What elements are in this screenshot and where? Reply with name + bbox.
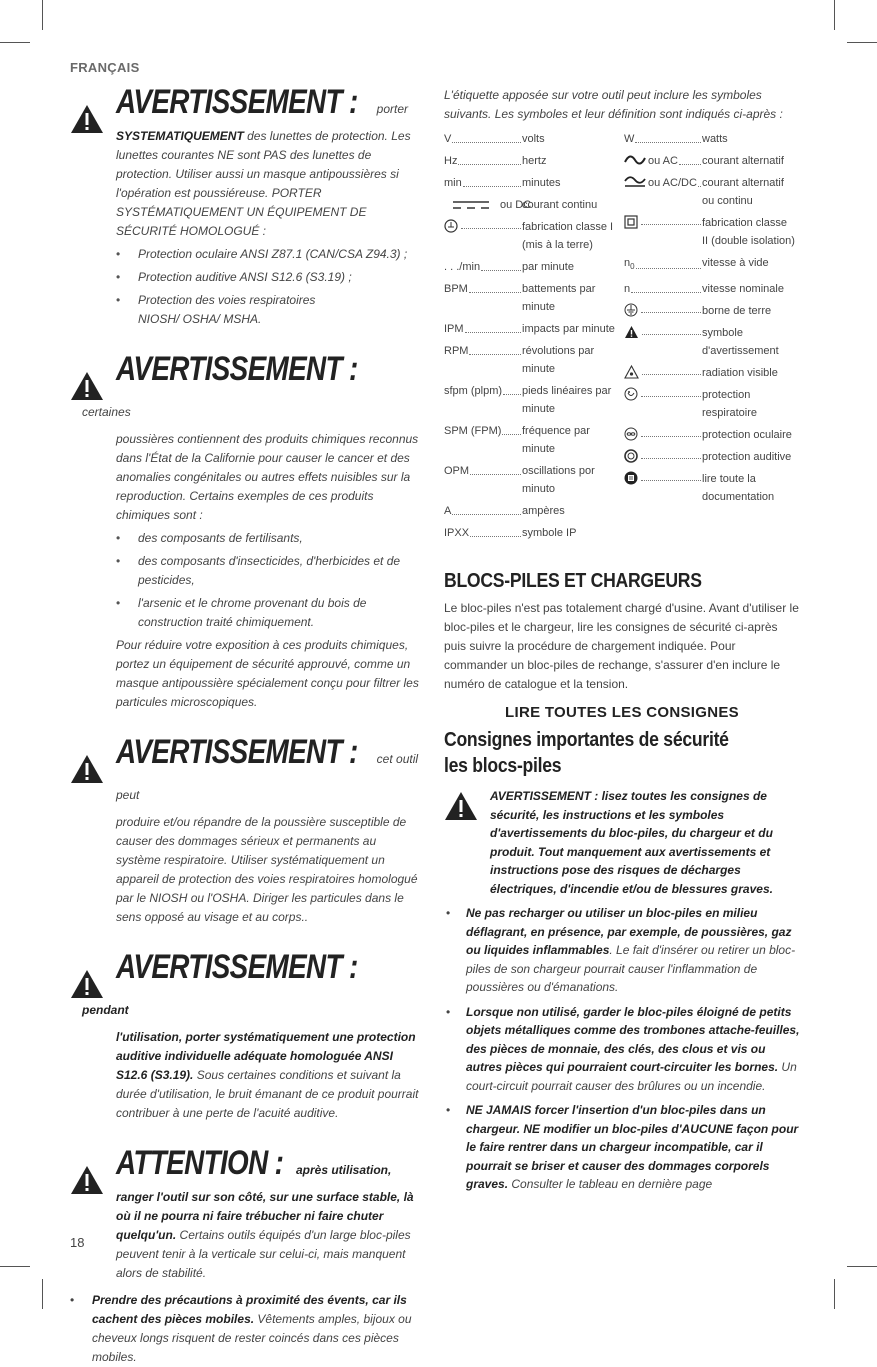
class2-icon xyxy=(624,215,638,229)
warning-icon xyxy=(70,1165,104,1195)
symbol-definition: vitesse à vide xyxy=(702,257,769,269)
caution-storage: ATTENTION : après utilisation, ranger l'outil sur son côté, sur une surface stable, là où il ne pourra ni faire trébucher ni faire chuter quelqu'un. Certains outils équipés d'un large bloc-piles peuvent tenir à la verticale sur celui-ci, mais manquent alors de stabilité. xyxy=(70,1145,422,1283)
symbol-definition: watts xyxy=(702,133,728,145)
symbol-definition: symbole d'avertissement xyxy=(702,327,779,358)
warning-chemicals: AVERTISSEMENT :certaines poussières contiennent des produits chimiques reconnus dans l'État de la Californie pour causer le cancer et des anomalies congénitales ou autres effets nuisibles sur la reproduction. Certains exemples de ces produits chimiques sont : • des composants de fertilisants, • des composants d'insecticides, d'herbicides et de pesticides, • l'arsenic et le chrome provenant du bois de construction traité chimiquement. Pour réduire votre exposition à ces produits chimiques, portez un équipement de sécurité approuvé, comme un masque antipoussière spécialement conçu pour filtrer les particules microscopiques. xyxy=(70,351,422,712)
symbol-key: Hz xyxy=(444,155,458,167)
crop-mark xyxy=(834,0,835,30)
symbol-row xyxy=(444,196,616,214)
symbol-definition: symbole IP xyxy=(522,527,577,539)
symbol-row xyxy=(444,462,616,498)
symbol-definition: pieds linéaires par minute xyxy=(522,385,612,415)
class1-icon xyxy=(444,219,458,233)
symbol-definition: oscillations por minuto xyxy=(522,465,595,495)
respiratory-icon xyxy=(624,387,638,401)
symbol-row xyxy=(624,152,796,170)
symbol-key: OPM xyxy=(444,465,470,477)
ac-icon xyxy=(624,154,646,168)
symbol-definition: courant continu xyxy=(522,199,598,211)
warning-icon xyxy=(624,325,639,339)
symbol-definition: volts xyxy=(522,133,545,145)
symbol-key: min xyxy=(444,177,462,189)
symbols-column-left xyxy=(444,130,616,546)
symbol-row xyxy=(624,426,796,444)
symbol-definition: lire toute la documentation xyxy=(702,473,775,504)
symbol-key: A xyxy=(444,505,452,517)
caution-title: ATTENTION : xyxy=(116,1144,284,1182)
page-number: 18 xyxy=(70,1235,85,1250)
section-text: Le bloc-piles n'est pas totalement chargé d'usine. Avant d'utiliser le bloc-piles et le chargeur, lire les consignes de sécurité ci-après puis suivre la procédure de chargement indiquée. Pour commander un bloc-piles de rechange, s'assurer d'en inclure le numéro de catalogue et la tension. xyxy=(444,601,799,691)
warning-dust: AVERTISSEMENT : cet outil peut produire et/ou répandre de la poussière susceptible de causer des dommages sérieux et permanents au système respiratoire. Utiliser systématiquement un appareil de protection des voies respiratoires homologué par le NIOSH ou l'OSHA. Diriger les particules dans le sens opposé au visage et au corps.. xyxy=(70,734,422,927)
list-item: • Prendre des précautions à proximité des évents, car ils cachent des pièces mobiles. Vêtements amples, bijoux ou cheveux longs risquent de rester coincés dans ces pièces mobiles. xyxy=(70,1291,422,1367)
symbol-row xyxy=(444,320,616,338)
symbol-definition: borne de terre xyxy=(702,305,772,318)
symbol-definition: radiation visible xyxy=(702,367,778,380)
crop-mark xyxy=(42,0,43,30)
earth-icon xyxy=(624,303,638,317)
crop-mark xyxy=(847,1266,877,1267)
symbol-key: W xyxy=(624,133,635,145)
list-item: • Ne pas recharger ou utiliser un bloc-piles en milieu déflagrant, en présence, par exemple, de poussières, gaz ou liquides inflammables. Le fait d'insérer ou retirer un bloc-piles de son chargeur pourrait causer l'inflammation de poussières ou d'émanations. xyxy=(444,904,800,997)
acdc-icon xyxy=(624,176,646,190)
list-item: • Protection auditive ANSI S12.6 (S3.19) ; xyxy=(116,268,422,287)
symbol-definition: hertz xyxy=(522,155,547,167)
symbol-key: ou AC/DC xyxy=(648,177,697,189)
dc-icon xyxy=(444,198,498,212)
symbol-definition: protection respiratoire xyxy=(702,389,758,420)
right-column xyxy=(444,86,800,1200)
symbol-row xyxy=(624,324,796,360)
list-item: • Lorsque non utilisé, garder le bloc-piles éloigné de petits objets métalliques comme des trombones attache-feuilles, des pièces de monnaie, des clés, des clous et vis ou autres pièces qui pourraient court-circuiter les bornes. Un court-circuit pourrait causer des brûlures ou un incendie. xyxy=(444,1003,800,1096)
symbol-row xyxy=(624,470,796,506)
symbol-key: V xyxy=(444,133,452,145)
symbol-row xyxy=(624,174,796,210)
warning-icon xyxy=(444,791,478,821)
symbol-key: RPM xyxy=(444,345,469,357)
warning-hearing: AVERTISSEMENT :pendant l'utilisation, porter systématiquement une protection auditive individuelle adéquate homologuée ANSI S12.6 (S3.19). Sous certaines conditions et suivant la durée d'utilisation, le bruit émanant de ce produit pourrait contribuer à une perte de l'acuité auditive. xyxy=(70,949,422,1123)
warning-icon xyxy=(70,104,104,134)
symbol-row xyxy=(444,174,616,192)
symbol-row xyxy=(624,386,796,422)
symbol-row xyxy=(444,130,616,148)
warning-title: AVERTISSEMENT : xyxy=(116,83,358,121)
symbol-key: IPXX xyxy=(444,527,470,539)
crop-mark xyxy=(847,42,877,43)
symbol-row xyxy=(444,382,616,418)
warning-eye-protection: AVERTISSEMENT : porter SYSTEMATIQUEMENT des lunettes de protection. Les lunettes courantes NE sont PAS des lunettes de protection. Utiliser aussi un masque antipoussières si l'opération est poussiéreuse. PORTER SYSTÉMATIQUEMENT UN ÉQUIPEMENT DE SÉCURITÉ HOMOLOGUÉ : • Protection oculaire ANSI Z87.1 (CAN/CSA Z94.3) ; • Protection auditive ANSI S12.6 (S3.19) ; • Protection des voies respiratoires NIOSH/ OSHA/ MSHA. xyxy=(70,84,422,329)
symbols-intro: L'étiquette apposée sur votre outil peut inclure les symboles suivants. Les symboles et leur définition sont indiqués ci-après : xyxy=(444,88,783,121)
symbol-row xyxy=(624,214,796,250)
list-item: • des composants de fertilisants, xyxy=(116,529,422,548)
subtitle: les blocs-piles xyxy=(444,755,562,777)
symbol-row xyxy=(624,302,796,320)
symbol-row xyxy=(444,218,616,254)
list-item: • Protection oculaire ANSI Z87.1 (CAN/CSA Z94.3) ; xyxy=(116,245,422,264)
symbols-column-right xyxy=(624,130,796,510)
symbol-row xyxy=(624,280,796,298)
symbol-definition: vitesse nominale xyxy=(702,283,784,296)
section-title: BLOCS-PILES ET CHARGEURS xyxy=(444,570,702,592)
symbol-definition: impacts par minute xyxy=(522,323,615,335)
left-column xyxy=(70,84,422,1367)
symbol-row xyxy=(444,422,616,458)
symbol-key: IPM xyxy=(444,323,464,335)
symbol-definition: fréquence par minute xyxy=(522,425,590,455)
symbol-key: ou DC xyxy=(500,199,532,211)
symbol-key: SPM (FPM) xyxy=(444,425,502,437)
symbol-row xyxy=(444,342,616,378)
symbols-table xyxy=(444,130,800,560)
symbol-row xyxy=(444,152,616,170)
symbol-key: BPM xyxy=(444,283,468,295)
symbol-definition: révolutions par minute xyxy=(522,345,595,375)
symbol-row xyxy=(444,258,616,276)
symbol-definition: par minute xyxy=(522,261,574,273)
warning-title: AVERTISSEMENT : xyxy=(116,350,358,388)
symbol-definition: minutes xyxy=(522,177,561,189)
symbol-row xyxy=(624,364,796,382)
warning-icon xyxy=(70,371,104,401)
language-label: FRANÇAIS xyxy=(70,60,140,75)
crop-mark xyxy=(0,42,30,43)
battery-warning: AVERTISSEMENT : lisez toutes les consignes de sécurité, les instructions et les symboles d'avertissements du bloc-piles, du chargeur et du produit. Tout manquement aux avertissements et instructions pose des risques de décharges électriques, d'incendie et/ou de blessures graves. xyxy=(444,787,800,898)
symbol-row xyxy=(444,502,616,520)
symbol-definition: courant alternatif ou continu xyxy=(702,177,784,207)
symbol-key: $n_0$ xyxy=(624,257,635,272)
eye-icon xyxy=(624,427,638,441)
list-item: • NE JAMAIS forcer l'insertion d'un bloc-piles dans un chargeur. NE modifier un bloc-piles d'AUCUNE façon pour le faire rentrer dans un chargeur incompatible, car il pourrait se briser et causer des dommages corporels graves. Consulter le tableau en dernière page xyxy=(444,1101,800,1194)
list-item: • l'arsenic et le chrome provenant du bois de construction traité chimiquement. xyxy=(116,594,422,632)
crop-mark xyxy=(834,1279,835,1309)
warning-icon xyxy=(70,969,104,999)
read-all-heading: LIRE TOUTES LES CONSIGNES xyxy=(505,704,739,721)
symbol-key: sfpm (plpm) xyxy=(444,385,503,397)
symbol-row xyxy=(444,280,616,316)
crop-mark xyxy=(42,1279,43,1309)
ear-icon xyxy=(624,449,638,463)
symbol-definition: battements par minute xyxy=(522,283,596,313)
symbol-key: ou AC xyxy=(648,155,678,167)
manual-icon xyxy=(624,471,638,485)
symbol-key: . . ./min xyxy=(444,261,481,273)
symbol-row xyxy=(624,254,796,276)
symbol-definition: fabrication classe I (mis à la terre) xyxy=(522,221,614,251)
symbol-row xyxy=(624,130,796,148)
radiation-icon xyxy=(624,365,639,379)
symbol-definition: ampères xyxy=(522,505,565,517)
warning-title: AVERTISSEMENT : xyxy=(116,733,358,771)
symbol-definition: fabrication classe II (double isolation) xyxy=(702,217,795,247)
symbol-row xyxy=(624,448,796,466)
warning-icon xyxy=(70,754,104,784)
subtitle: Consignes importantes de sécurité xyxy=(444,729,729,751)
warning-title: AVERTISSEMENT : xyxy=(116,948,358,986)
list-item: • Protection des voies respiratoires NIOSH/ OSHA/ MSHA. xyxy=(116,291,358,329)
crop-mark xyxy=(0,1266,30,1267)
symbol-definition: protection auditive xyxy=(702,451,792,464)
symbol-key: n xyxy=(624,283,631,296)
symbol-definition: courant alternatif xyxy=(702,155,784,167)
list-item: • des composants d'insecticides, d'herbicides et de pesticides, xyxy=(116,552,422,590)
symbol-row xyxy=(444,524,616,542)
symbol-definition: protection oculaire xyxy=(702,429,792,442)
